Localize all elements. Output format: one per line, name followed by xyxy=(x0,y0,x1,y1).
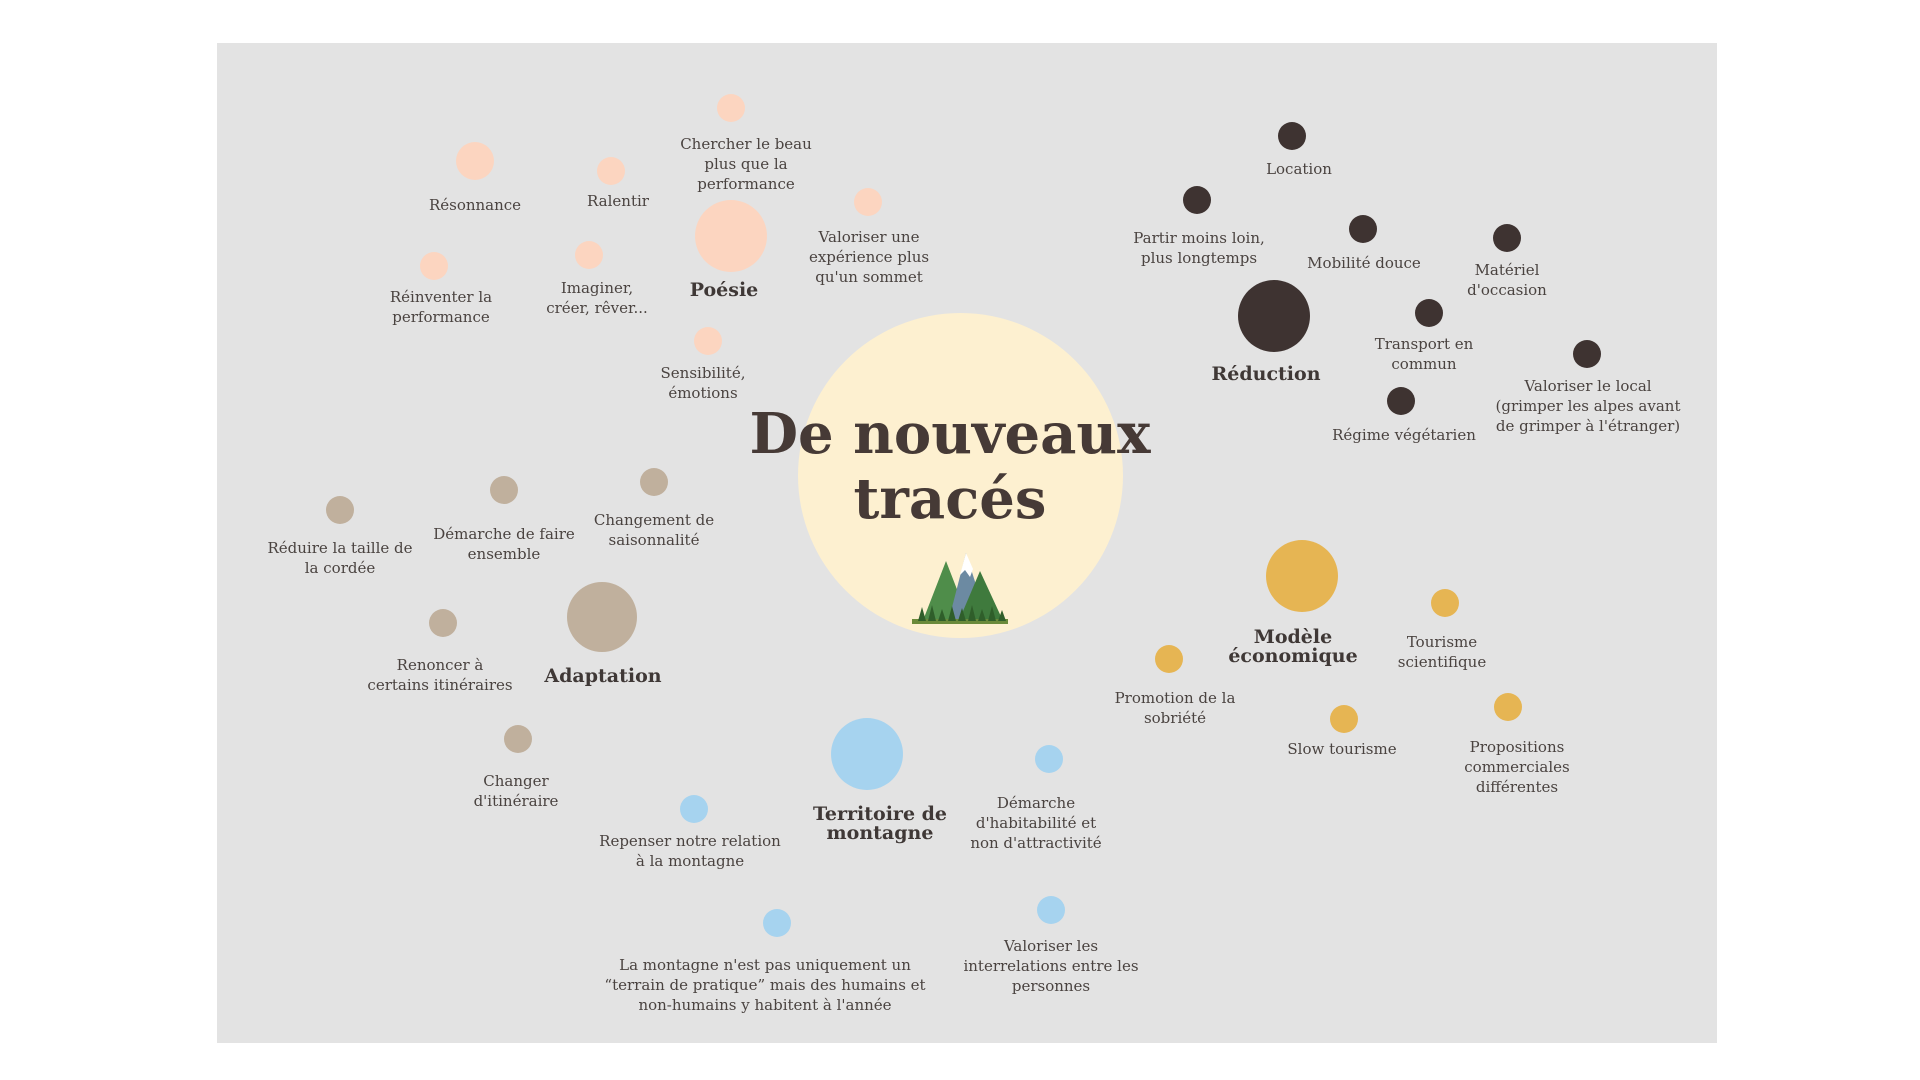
adaptation-item-dot xyxy=(504,725,532,753)
reduction-item-label: Matériel d'occasion xyxy=(1467,261,1547,299)
poesie-item-dot xyxy=(694,327,722,355)
adaptation-item-label: Changer d'itinéraire xyxy=(473,772,559,810)
economique-item-dot xyxy=(1155,645,1183,673)
poesie-item-dot xyxy=(597,157,625,185)
territoire-item-label: Démarche d'habitabilité et non d'attractivité xyxy=(970,794,1102,852)
reduction-item-label: Régime végétarien xyxy=(1332,426,1476,444)
poesie-item-label: Sensibilité, émotions xyxy=(660,364,746,402)
reduction-item-label: Location xyxy=(1266,160,1332,178)
center-title: De nouveaux tracés xyxy=(749,401,1151,532)
poesie-item-dot xyxy=(854,188,882,216)
economique-hub-label: Modèle économique xyxy=(1228,626,1358,667)
adaptation-item-label: Réduire la taille de la cordée xyxy=(267,539,413,577)
adaptation-item-label: Changement de saisonnalité xyxy=(593,511,715,549)
adaptation-item-label: Renoncer à certains itinéraires xyxy=(367,656,513,694)
economique-item-dot xyxy=(1431,589,1459,617)
reduction-item-dot xyxy=(1183,186,1211,214)
adaptation-item-dot xyxy=(490,476,518,504)
poesie-hub-dot xyxy=(695,200,767,272)
reduction-item-label: Valoriser le local (grimper les alpes avant de grimper à l'étranger) xyxy=(1495,377,1681,435)
territoire-item-dot xyxy=(680,795,708,823)
adaptation-item-dot xyxy=(640,468,668,496)
poesie-item-dot xyxy=(717,94,745,122)
reduction-item-label: Mobilité douce xyxy=(1307,254,1421,272)
territoire-item-dot xyxy=(1035,745,1063,773)
territoire-item-dot xyxy=(763,909,791,937)
reduction-hub-dot xyxy=(1238,280,1310,352)
territoire-item-label: La montagne n'est pas uniquement un “terrain de pratique” mais des humains et non-humains y habitent à l'année xyxy=(604,956,926,1014)
reduction-hub-label: Réduction xyxy=(1211,363,1321,385)
adaptation-item-label: Démarche de faire ensemble xyxy=(433,525,575,563)
territoire-hub-dot xyxy=(831,718,903,790)
reduction-item-dot xyxy=(1493,224,1521,252)
territoire-item-dot xyxy=(1037,896,1065,924)
reduction-item-dot xyxy=(1573,340,1601,368)
adaptation-hub-dot xyxy=(567,582,637,652)
economique-hub-dot xyxy=(1266,540,1338,612)
territoire-hub-label: Territoire de montagne xyxy=(812,803,948,844)
economique-item-dot xyxy=(1494,693,1522,721)
reduction-item-label: Transport en commun xyxy=(1374,335,1474,373)
poesie-item-label: Chercher le beau plus que la performance xyxy=(680,135,812,193)
adaptation-item-dot xyxy=(326,496,354,524)
reduction-item-dot xyxy=(1349,215,1377,243)
economique-item-dot xyxy=(1330,705,1358,733)
poesie-item-dot xyxy=(420,252,448,280)
poesie-hub-label: Poésie xyxy=(689,279,759,301)
economique-item-label: Slow tourisme xyxy=(1287,740,1397,758)
poesie-item-label: Résonnance xyxy=(428,196,522,214)
reduction-item-dot xyxy=(1387,387,1415,415)
territoire-item-label: Valoriser les interrelations entre les personnes xyxy=(963,937,1139,995)
adaptation-hub-label: Adaptation xyxy=(544,665,662,687)
economique-item-label: Propositions commerciales différentes xyxy=(1464,738,1570,796)
reduction-item-label: Partir moins loin, plus longtemps xyxy=(1133,229,1265,267)
territoire-item-label: Repenser notre relation à la montagne xyxy=(599,832,781,870)
adaptation-item-dot xyxy=(429,609,457,637)
reduction-item-dot xyxy=(1278,122,1306,150)
poesie-item-label: Ralentir xyxy=(587,192,649,210)
poesie-item-label: Réinventer la performance xyxy=(389,288,493,326)
economique-item-label: Tourisme scientifique xyxy=(1397,633,1487,671)
mountain-icon xyxy=(908,553,1012,625)
poesie-item-label: Imaginer, créer, rêver... xyxy=(546,279,648,317)
poesie-item-dot xyxy=(575,241,603,269)
poesie-item-label: Valoriser une expérience plus qu'un sommet xyxy=(808,228,930,286)
poesie-item-dot xyxy=(456,142,494,180)
economique-item-label: Promotion de la sobriété xyxy=(1114,689,1236,727)
reduction-item-dot xyxy=(1415,299,1443,327)
